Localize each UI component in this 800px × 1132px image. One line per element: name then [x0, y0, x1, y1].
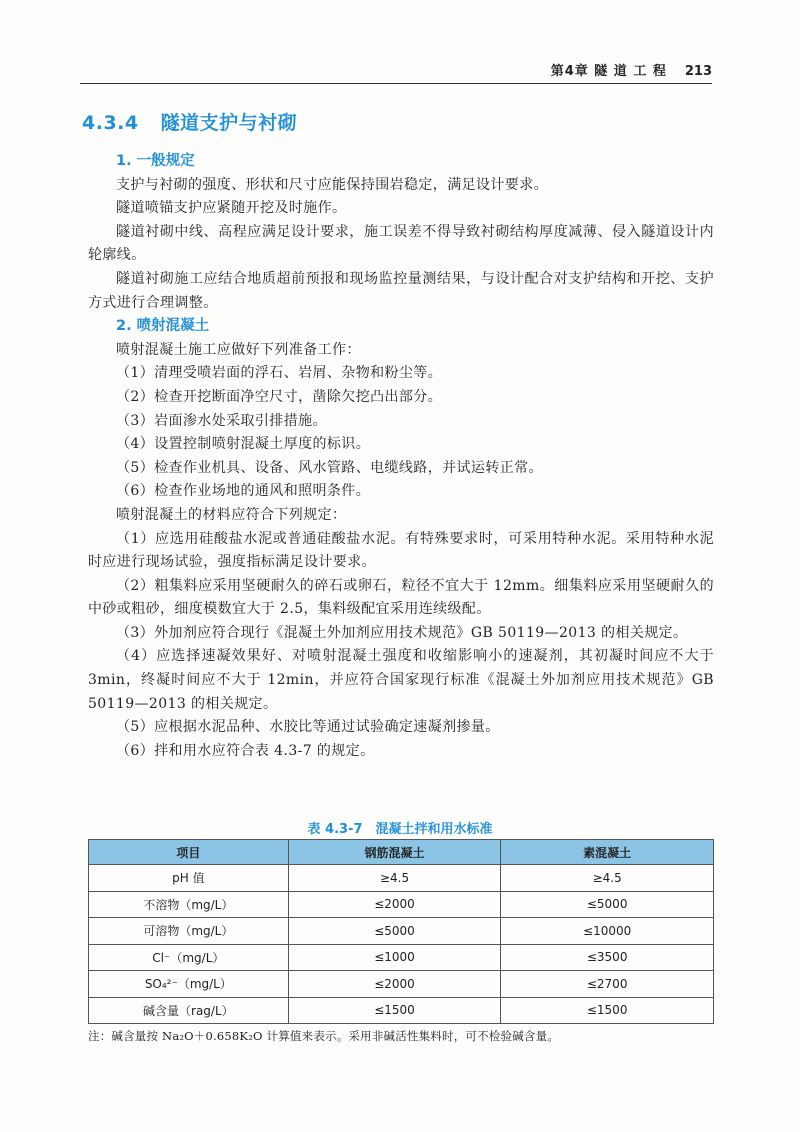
table-cell: ≤2700 — [501, 971, 714, 998]
header-item: 项目 — [89, 840, 289, 865]
list-item: （2）检查开挖断面净空尺寸，凿除欠挖凸出部分。 — [116, 388, 443, 405]
table-cell: ≤5000 — [501, 891, 714, 918]
list-item: （3）岩面渗水处采取引排措施。 — [116, 412, 327, 429]
list-item: （3）外加剂应符合现行《混凝土外加剂应用技术规范》GB 50119—2013 的相关规定。 — [116, 624, 688, 641]
table-cell: SO₄²⁻（mg/L） — [89, 971, 289, 998]
section-title-text: 隧道支护与衬砌 — [160, 112, 298, 134]
table-row — [89, 865, 714, 892]
table-cell: pH 值 — [89, 865, 289, 892]
subsection-title-shotcrete: 2. 喷射混凝土 — [116, 318, 210, 335]
header-reinforced: 钢筋混凝土 — [288, 840, 501, 865]
table-cell: ≤2000 — [288, 971, 501, 998]
table-row — [89, 971, 714, 998]
list-item: （4）应选择速凝效果好、对喷射混凝土强度和收缩影响小的速凝剂，其初凝时间应不大于 3min，终凝时间应不大于 12min，并应符合国家现行标准《混凝土外加剂应用技术规范》GB 50119—2013 的相关规定。 — [88, 648, 714, 712]
paragraph: 隧道衬砌中线、高程应满足设计要求，施工误差不得导致衬砌结构厚度减薄、侵入隧道设计内轮廓线。 — [88, 223, 714, 264]
table-cell: ≥4.5 — [501, 865, 714, 892]
list-item: （5）应根据水泥品种、水胶比等通过试验确定速凝剂掺量。 — [116, 719, 500, 736]
subsection-title-general: 1. 一般规定 — [116, 153, 195, 169]
table-cell: ≤2000 — [288, 891, 501, 918]
page-number: 213 — [684, 64, 712, 79]
table-cell: ≤10000 — [501, 918, 714, 945]
list-item: （2）粗集料应采用坚硬耐久的碎石或卵石，粒径不宜大于 12mm。细集料应采用坚硬耐久的中砂或粗砂，细度模数宜大于 2.5，集料级配宜采用连续级配。 — [88, 577, 714, 618]
list-item: （1）应选用硅酸盐水泥或普通硅酸盐水泥。有特殊要求时，可采用特种水泥。采用特种水泥时应进行现场试验，强度指标满足设计要求。 — [88, 530, 714, 571]
list-item: （1）清理受喷岩面的浮石、岩屑、杂物和粉尘等。 — [116, 365, 443, 382]
table-cell: ≤3500 — [501, 944, 714, 971]
paragraph: 支护与衬砌的强度、形状和尺寸应能保持围岩稳定，满足设计要求。 — [116, 176, 548, 193]
table-row — [89, 918, 714, 945]
body-text — [88, 150, 714, 763]
table-cell: ≤1000 — [288, 944, 501, 971]
table-cell: 不溶物（mg/L） — [89, 891, 289, 918]
section-title — [82, 108, 297, 135]
running-header — [80, 56, 712, 84]
paragraph: 喷射混凝土的材料应符合下列规定： — [116, 506, 347, 523]
chapter-label: 第4章 隧 道 工 程 — [550, 64, 667, 79]
table-cell: Cl⁻（mg/L） — [89, 944, 289, 971]
list-item: （5）检查作业机具、设备、风水管路、电缆线路，并试运转正常。 — [116, 459, 543, 476]
list-item: （6）检查作业场地的通风和照明条件。 — [116, 483, 371, 500]
table-header-row — [89, 840, 714, 865]
paragraph: 隧道衬砌施工应结合地质超前预报和现场监控量测结果，与设计配合对支护结构和开挖、支护方式进行合理调整。 — [88, 270, 714, 311]
table-cell: ≥4.5 — [288, 865, 501, 892]
section-number: 4.3.4 — [82, 112, 139, 134]
table-cell: ≤5000 — [288, 918, 501, 945]
table-cell: 可溶物（mg/L） — [89, 918, 289, 945]
paragraph: 喷射混凝土施工应做好下列准备工作： — [116, 341, 361, 358]
table-row — [89, 944, 714, 971]
table-cell: 碱含量（rag/L） — [89, 997, 289, 1024]
table-row — [89, 891, 714, 918]
table-row — [89, 997, 714, 1024]
header-plain: 素混凝土 — [501, 840, 714, 865]
table-cell: ≤1500 — [501, 997, 714, 1024]
list-item: （4）设置控制喷射混凝土厚度的标识。 — [116, 436, 371, 453]
water-standard-table — [88, 839, 714, 1024]
table-note: 注：碱含量按 Na₂O＋0.658K₂O 计算值来表示。采用非碱活性集料时，可不检验碱含量。 — [88, 1029, 560, 1043]
paragraph: 隧道喷锚支护应紧随开挖及时施作。 — [116, 200, 347, 217]
table-cell: ≤1500 — [288, 997, 501, 1024]
list-item: （6）拌和用水应符合表 4.3-7 的规定。 — [116, 742, 375, 759]
table-title: 表 4.3-7 混凝土拌和用水标准 — [307, 822, 493, 837]
